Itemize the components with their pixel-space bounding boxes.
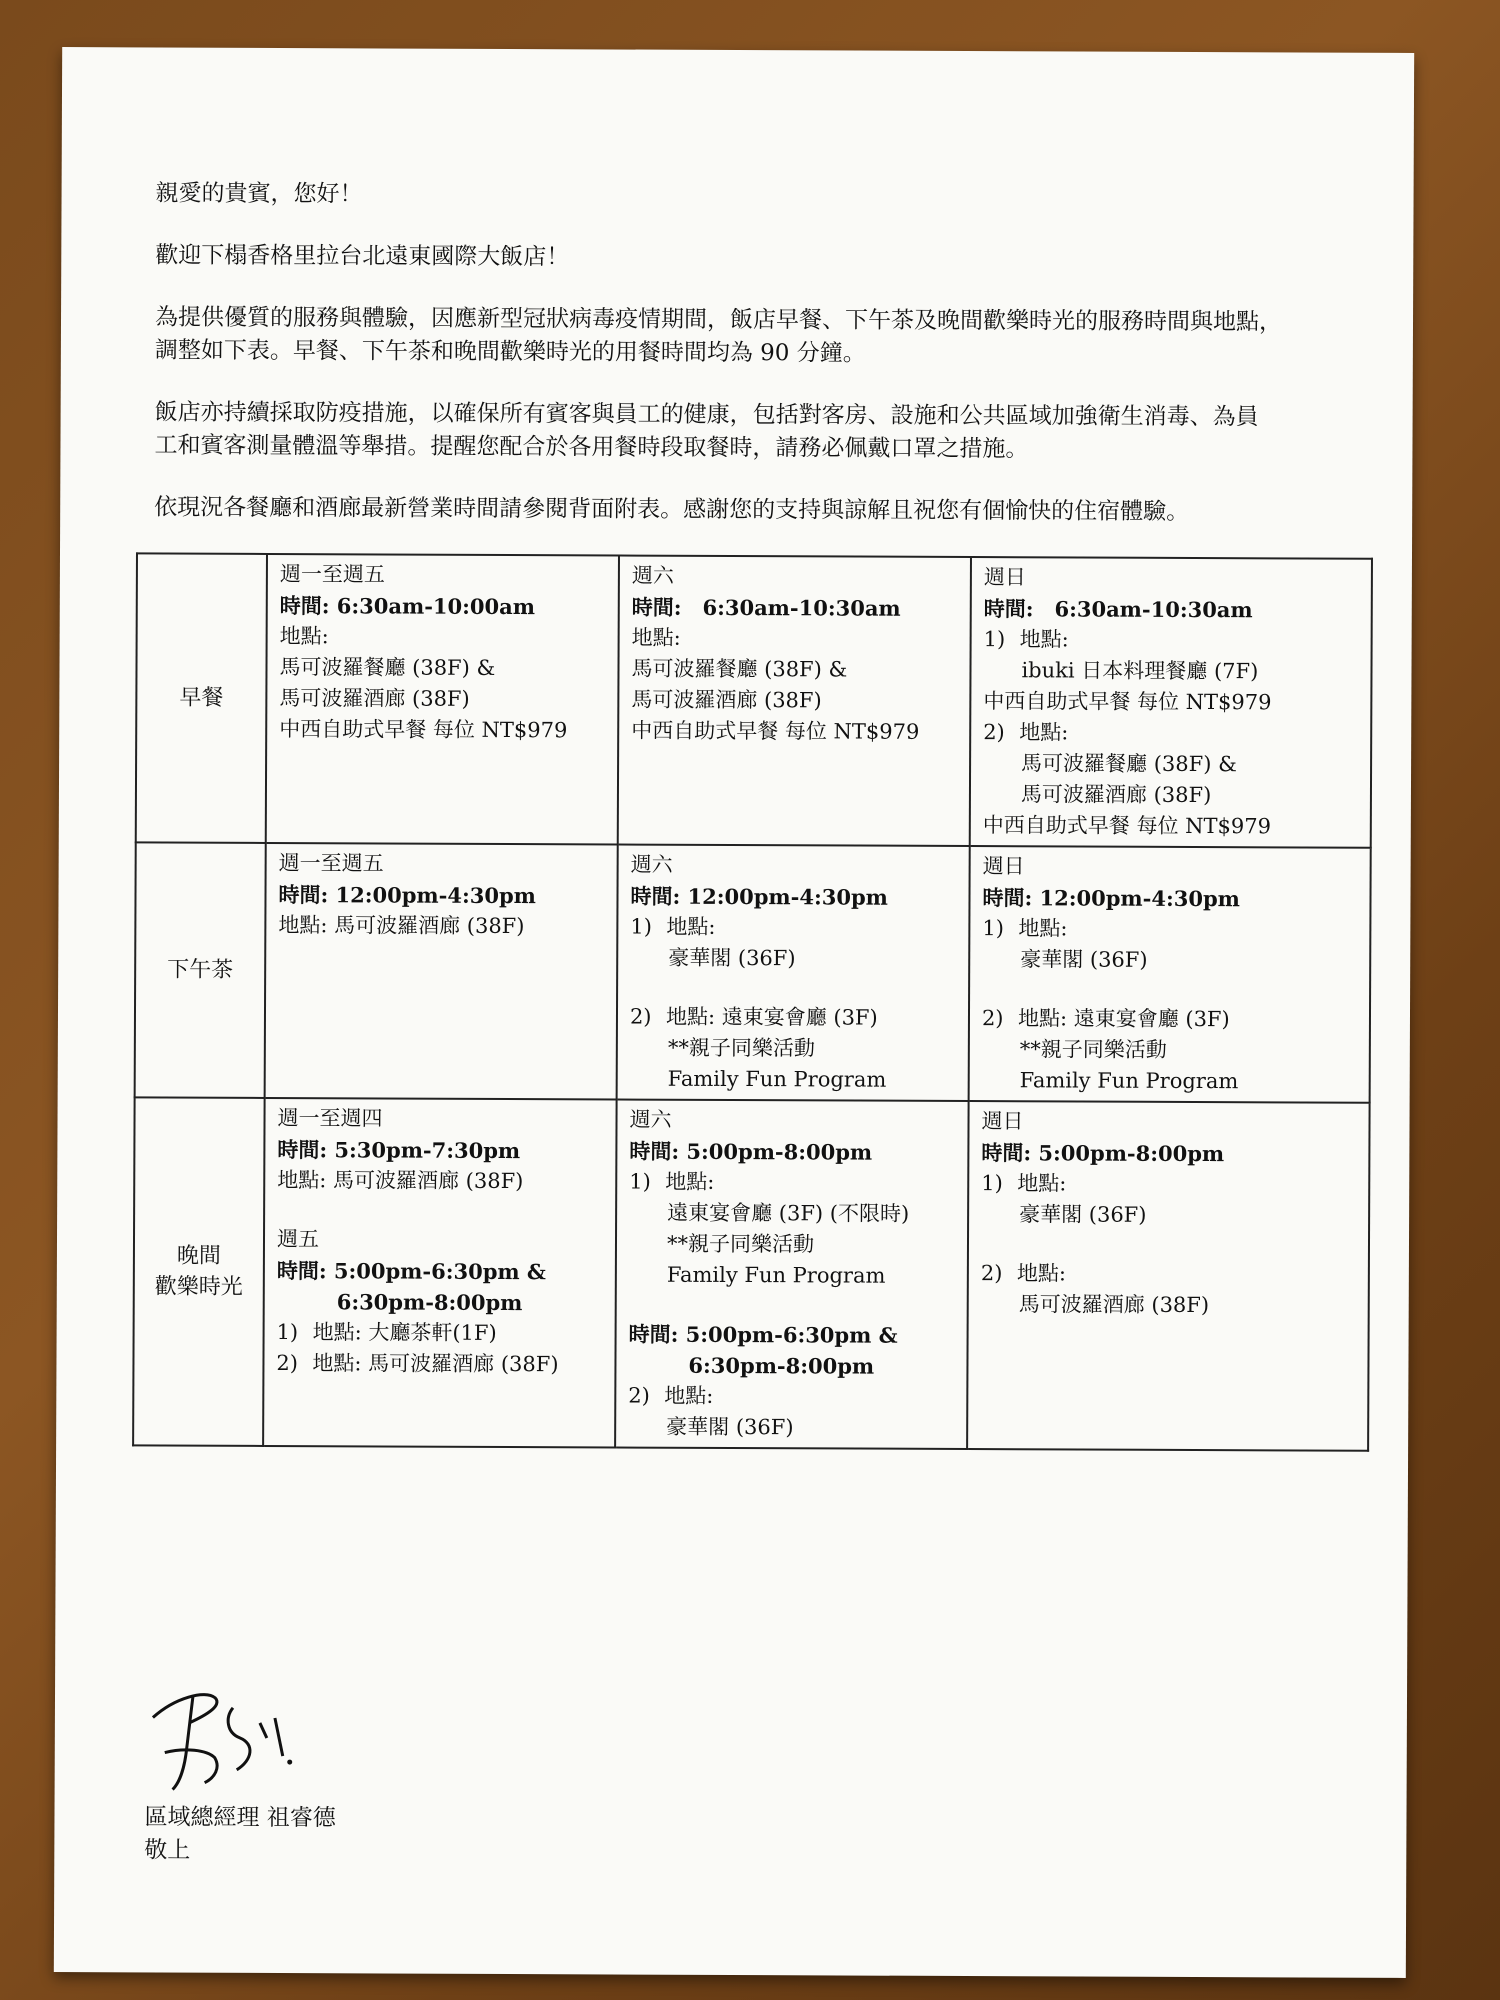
breakfast-row [136, 553, 1372, 847]
paragraph-closing: 依現況各餐廳和酒廊最新營業時間請參閱背面附表。感謝您的支持與諒解且祝您有個愉快的住宿體驗。 [154, 494, 1190, 525]
evening-happy-hour-row [133, 1097, 1370, 1450]
signatory-title: 區域總經理 祖睿德 [144, 1804, 336, 1832]
breakfast-label: 早餐 [136, 553, 267, 843]
breakfast-sunday-cell: 週日 時間: 6:30am-10:30am 1) 地點: ibuki 日本料理餐廳 (7F) 中西自助式早餐 每位 NT$979 2) 地點: 馬可波羅餐廳 (38F) & 馬可波羅酒廊 (38F) 中西自助式早餐 每位 NT$979 [970, 557, 1372, 848]
evening-weekday-cell: 週一至週四 時間: 5:30pm-7:30pm 地點: 馬可波羅酒廊 (38F) 週五 時間: 5:00pm-6:30pm & 6:30pm-8:00pm 1) 地點: 大廳茶軒(1F) 2) 地點: 馬可波羅酒廊 (38F) [263, 1098, 617, 1448]
breakfast-weekday-cell: 週一至週五 時間: 6:30am-10:00am 地點: 馬可波羅餐廳 (38F) & 馬可波羅酒廊 (38F) 中西自助式早餐 每位 NT$979 [266, 554, 619, 845]
signature-block [144, 1677, 545, 1869]
evening-sunday-cell: 週日 時間: 5:00pm-8:00pm 1) 地點: 豪華閣 (36F) 2) 地點: 馬可波羅酒廊 (38F) [967, 1101, 1370, 1451]
evening-label: 晚間 歡樂時光 [133, 1097, 265, 1446]
greeting: 親愛的貴賓，您好！ [155, 180, 363, 208]
schedule-table [132, 552, 1373, 1451]
afternoon-tea-label: 下午茶 [135, 842, 266, 1098]
tea-weekday-cell: 週一至週五 時間: 12:00pm-4:30pm 地點: 馬可波羅酒廊 (38F) [265, 843, 618, 1100]
letter-paper [54, 47, 1414, 1978]
welcome-line: 歡迎下榻香格里拉台北遠東國際大飯店！ [155, 242, 570, 271]
paragraph-service-changes: 為提供優質的服務與體驗，因應新型冠狀病毒疫情期間，飯店早餐、下午茶及晚間歡樂時光的服務時間與地點， 調整如下表。早餐、下午茶和晚間歡樂時光的用餐時間均為 90 分鐘。 [154, 304, 1283, 367]
afternoon-tea-row [135, 842, 1371, 1102]
tea-saturday-cell: 週六 時間: 12:00pm-4:30pm 1) 地點: 豪華閣 (36F) 2) 地點: 遠東宴會廳 (3F) **親子同樂活動 Family Fun Program [617, 844, 970, 1101]
closing-word: 敬上 [144, 1837, 191, 1864]
breakfast-saturday-cell: 週六 時間: 6:30am-10:30am 地點: 馬可波羅餐廳 (38F) & 馬可波羅酒廊 (38F) 中西自助式早餐 每位 NT$979 [618, 555, 971, 846]
handwritten-signature [145, 1677, 316, 1798]
paragraph-health-measures: 飯店亦持續採取防疫措施，以確保所有賓客與員工的健康，包括對客房、設施和公共區域加強衛生消毒、為員 工和賓客測量體溫等舉措。提醒您配合於各用餐時段取餐時，請務必佩戴口罩之措施。 [154, 399, 1259, 463]
letter-body [154, 177, 1366, 558]
evening-saturday-cell: 週六 時間: 5:00pm-8:00pm 1) 地點: 遠東宴會廳 (3F) (不限時) **親子同樂活動 Family Fun Program 時間: 5:00pm-6:30pm & 6:30pm-8:00pm 2) 地點: 豪華閣 (36F) [615, 1099, 969, 1449]
tea-sunday-cell: 週日 時間: 12:00pm-4:30pm 1) 地點: 豪華閣 (36F) 2) 地點: 遠東宴會廳 (3F) **親子同樂活動 Family Fun Program [969, 846, 1371, 1103]
